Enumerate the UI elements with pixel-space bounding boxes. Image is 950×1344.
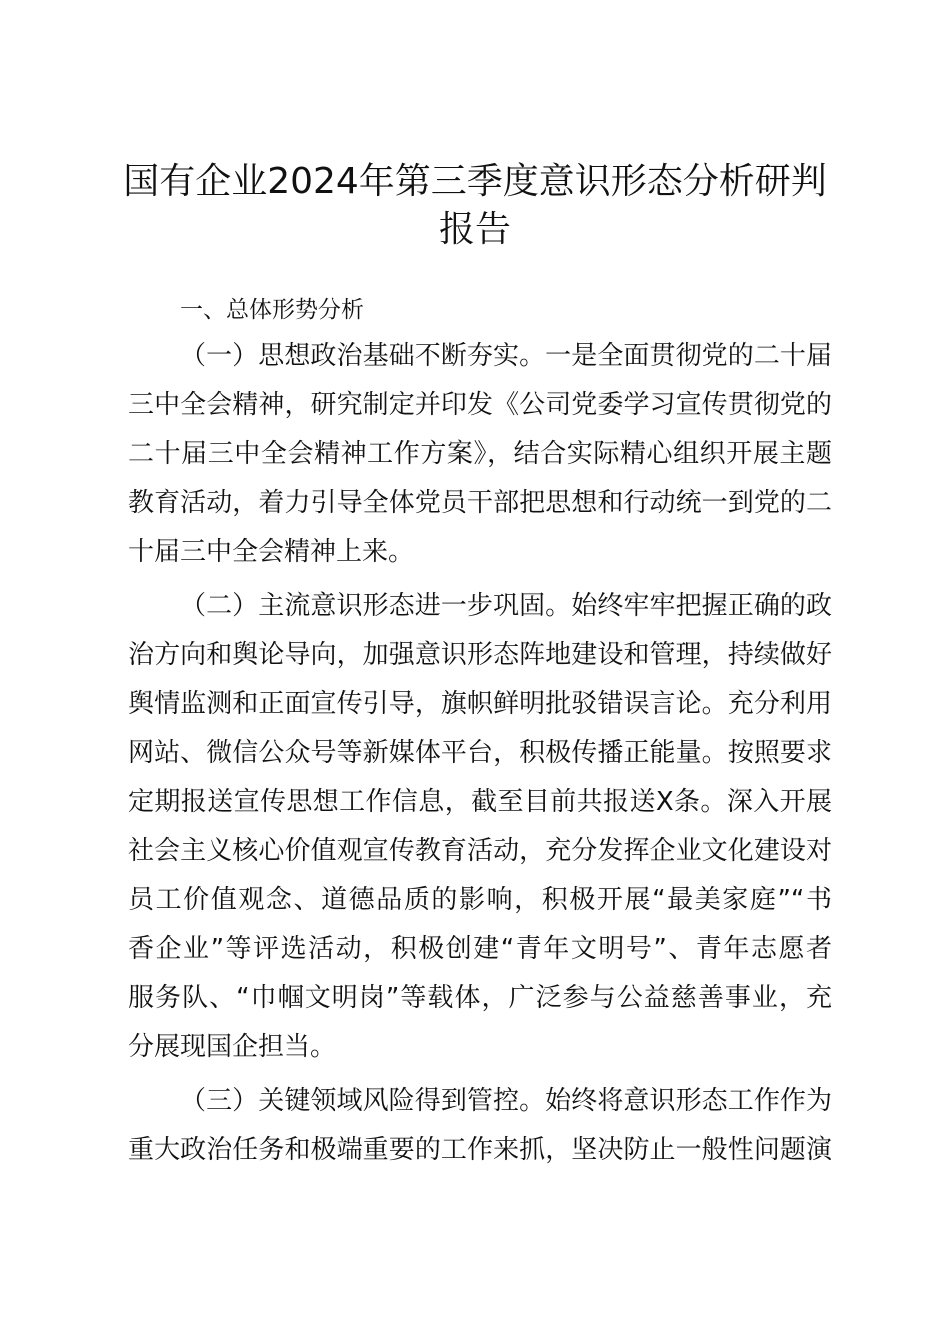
paragraph-line: 社会主义核心价值观宣传教育活动，充分发挥企业文化建设对 [128, 836, 832, 866]
paragraph-line: 三中全会精神，研究制定并印发《公司党委学习宣传贯彻党的 [128, 390, 832, 420]
paragraph-line: 十届三中全会精神上来。 [128, 537, 415, 567]
paragraph-line: 员工价值观念、道德品质的影响，积极开展“最美家庭”“书 [128, 885, 832, 915]
paragraph-line: 网站、微信公众号等新媒体平台，积极传播正能量。按照要求 [128, 738, 832, 768]
paragraph-line: 二十届三中全会精神工作方案》，结合实际精心组织开展主题 [128, 439, 832, 469]
paragraph-line: 定期报送宣传思想工作信息，截至目前共报送X条。深入开展 [128, 787, 832, 817]
document-title-line-1: 国有企业2024年第三季度意识形态分析研判 [123, 161, 827, 202]
paragraph-line: 治方向和舆论导向，加强意识形态阵地建设和管理，持续做好 [128, 640, 832, 670]
paragraph-line: 香企业”等评选活动，积极创建“青年文明号”、青年志愿者 [128, 934, 832, 964]
paragraph-line: （三）关键领域风险得到管控。始终将意识形态工作作为 [180, 1086, 832, 1116]
paragraph-line: （二）主流意识形态进一步巩固。始终牢牢把握正确的政 [180, 591, 832, 621]
document-title-line-2: 报告 [438, 209, 511, 250]
paragraph-line: 分展现国企担当。 [128, 1032, 337, 1062]
section-heading: 一、总体形势分析 [180, 297, 364, 323]
paragraph-line: 舆情监测和正面宣传引导，旗帜鲜明批驳错误言论。充分利用 [128, 689, 832, 719]
paragraph-line: 重大政治任务和极端重要的工作来抓，坚决防止一般性问题演 [128, 1135, 832, 1165]
paragraph-line: 服务队、“巾帼文明岗”等载体，广泛参与公益慈善事业，充 [128, 983, 832, 1013]
paragraph-line: （一）思想政治基础不断夯实。一是全面贯彻党的二十届 [180, 341, 832, 371]
paragraph-line: 教育活动，着力引导全体党员干部把思想和行动统一到党的二 [128, 488, 832, 518]
